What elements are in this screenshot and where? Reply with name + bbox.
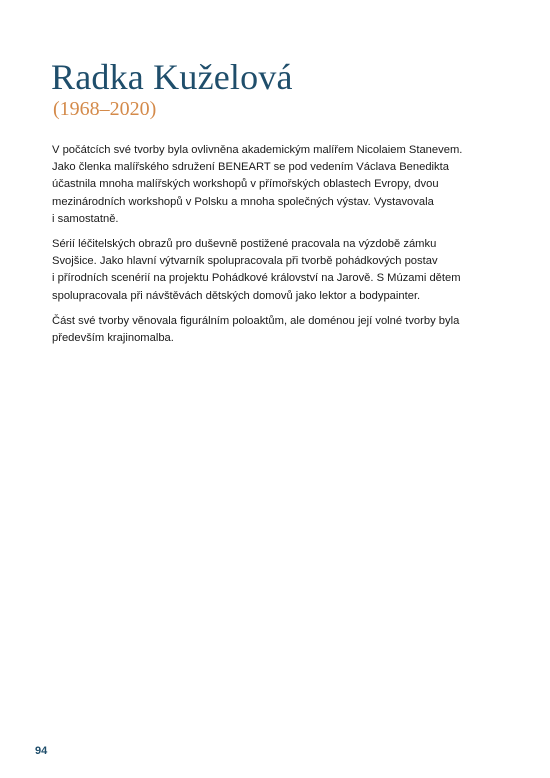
page-number: 94 <box>35 745 48 757</box>
text-line: spolupracovala při návštěvách dětských domovů jako lektor a bodypainter. <box>52 289 421 302</box>
text-line: především krajinomalba. <box>52 332 174 345</box>
paragraph <box>52 236 492 305</box>
text-line: Svojšice. Jako hlavní výtvarník spolupracovala při tvorbě pohádkových postav <box>52 255 438 268</box>
paragraph <box>52 313 492 347</box>
text-line: Jako členka malířského sdružení BENEART se pod vedením Václava Benedikta <box>52 161 449 174</box>
life-years: (1968–2020) <box>53 98 157 120</box>
text-line: i samostatně. <box>52 212 119 225</box>
text-line: i přírodních scenérií na projektu Pohádkové království na Jarově. S Múzami dětem <box>52 272 461 285</box>
text-line: účastnila mnoha malířských workshopů v přímořských oblastech Evropy, dvou <box>52 178 439 191</box>
page-title: Radka Kuželová <box>51 57 293 97</box>
text-line: Část své tvorby věnovala figurálním poloaktům, ale doménou její volné tvorby byla <box>52 314 460 327</box>
biography-text <box>52 142 492 355</box>
paragraph <box>52 142 492 228</box>
text-line: V počátcích své tvorby byla ovlivněna akademickým malířem Nicolaiem Stanevem. <box>52 144 463 156</box>
text-line: Sérií léčitelských obrazů pro duševně postižené pracovala na výzdobě zámku <box>52 238 437 251</box>
text-line: mezinárodních workshopů v Polsku a mnoha společných výstav. Vystavovala <box>52 195 434 208</box>
